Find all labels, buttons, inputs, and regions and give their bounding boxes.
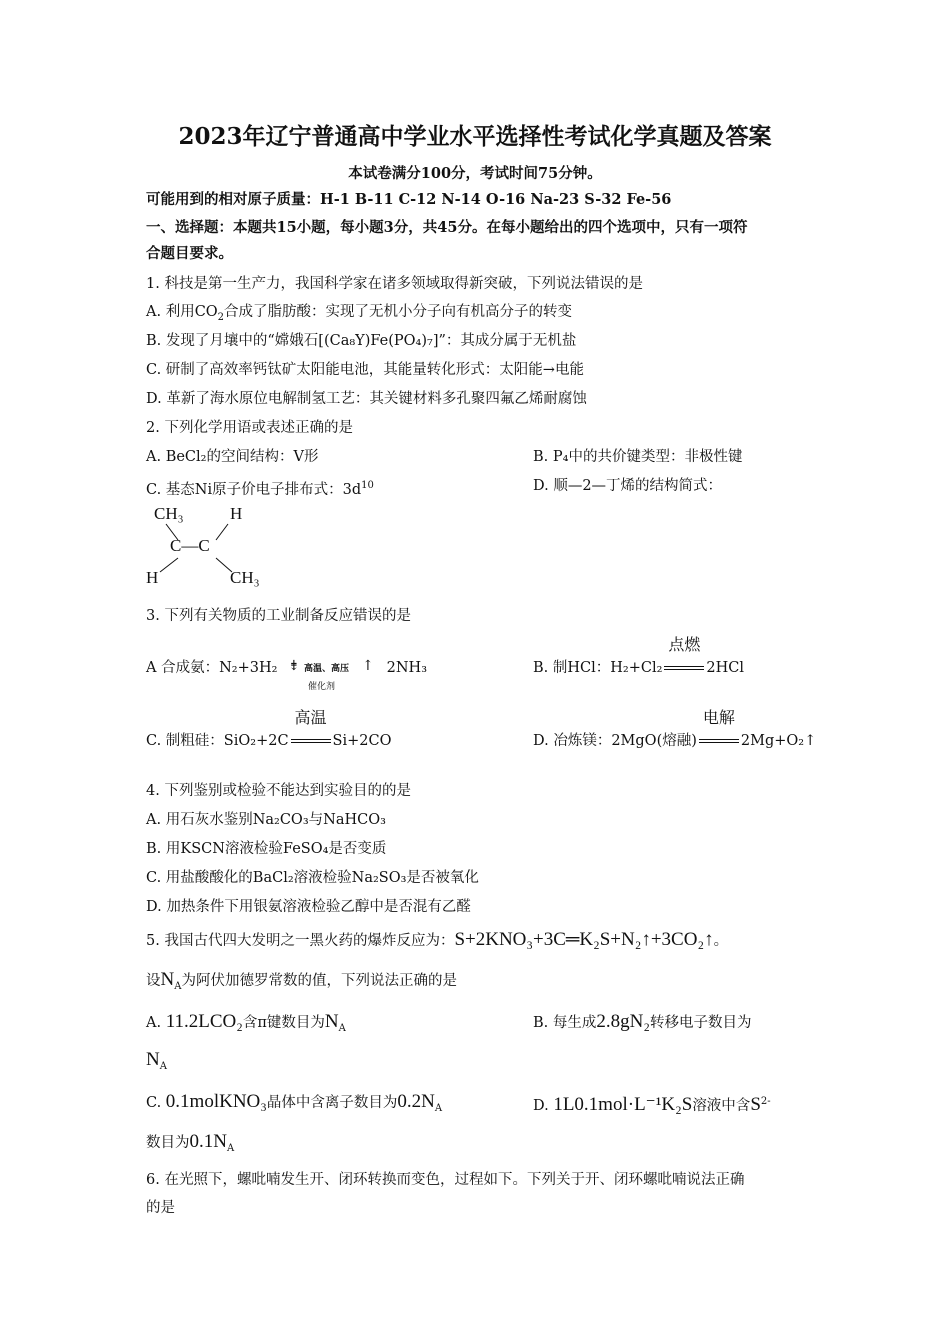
q5-stem-cont: 设$N_A$为阿伏加德罗常数的值，下列说法正确的是 — [146, 969, 457, 992]
q1-option-b: B. 发现了月壤中的“嫦娥石[(Ca₈Y)Fe(PO₄)₇]”：其成分属于无机盐 — [146, 333, 577, 349]
reversible-arrow: ⇟ 高温、高压 催化剂 ↑ — [288, 658, 374, 691]
page-title: 2023年辽宁普通高中学业水平选择性考试化学真题及答案 — [178, 123, 772, 150]
forward-arrow-icon: ↑ — [362, 658, 374, 674]
q6-stem: 6. 在光照下，螺吡喃发生开、闭环转换而变色，过程如下。下列关于开、闭环螺吡喃说法正确 — [146, 1172, 745, 1188]
q4-option-d: D. 加热条件下用银氨溶液检验乙醇中是否混有乙醛 — [146, 899, 471, 915]
q5-stem: 5. 我国古代四大发明之一黑火药的爆炸反应为：S+2KNO₃+3C═K₂S+N₂↑+3CO₂↑。 — [146, 929, 729, 950]
cis-2-butene-structure: CH₃ H C—C H CH₃ — [146, 502, 286, 592]
q5-option-c: C. 0.1molKNO₃晶体中含离子数目为$0.2N_A$ — [146, 1091, 443, 1114]
q3-stem: 3. 下列有关物质的工业制备反应错误的是 — [146, 608, 411, 624]
q4-option-a: A. 用石灰水鉴别Na₂CO₃与NaHCO₃ — [146, 812, 386, 828]
q5-option-b-cont: $N_A$ — [146, 1049, 167, 1072]
q1-option-d: D. 革新了海水原位电解制氢工艺：其关键材料多孔聚四氟乙烯耐腐蚀 — [146, 391, 587, 407]
section-instructions: 一、选择题：本题共15小题，每小题3分，共45分。在每小题给出的四个选项中，只有一项符 — [146, 219, 748, 236]
bond-lines — [146, 502, 286, 592]
q3-option-a: A 合成氨：N₂+3H₂ ⇟ 高温、高压 催化剂 ↑ 2NH₃ — [146, 658, 428, 691]
q5-option-a: A. 11.2LCO₂含π键数目为$N_A$ — [146, 1011, 346, 1034]
q1-stem: 1. 科技是第一生产力，我国科学家在诸多领域取得新突破，下列说法错误的是 — [146, 276, 643, 292]
q6-stem-cont: 的是 — [146, 1200, 175, 1216]
q4-option-b: B. 用KSCN溶液检验FeSO₄是否变质 — [146, 841, 387, 857]
q5-option-d: D. 1L0.1mol·L⁻¹K₂S溶液中含$S^{2-}$ — [533, 1093, 771, 1115]
q3-option-c: C. 制粗硅：SiO₂+2C 高温 Si+2CO — [146, 710, 392, 749]
q1-option-a: A. 利用$CO_2$合成了脂肪酸：实现了无机小分子向有机高分子的转变 — [146, 304, 573, 323]
q3-option-d: D. 冶炼镁：2MgO(熔融) 电解 2Mg+O₂↑ — [533, 710, 817, 749]
atomic-mass-line: 可能用到的相对原子质量：H-1 B-11 C-12 N-14 O-16 Na-23 S-32 Fe-56 — [146, 191, 672, 208]
q2-option-d: D. 顺—2—丁烯的结构简式： — [533, 478, 723, 494]
section-instructions-cont: 合题目要求。 — [146, 245, 233, 262]
q4-stem: 4. 下列鉴别或检验不能达到实验目的的是 — [146, 783, 411, 799]
q5-option-d-cont: 数目为$0.1N_A$ — [146, 1131, 235, 1154]
q2-option-a: A. BeCl₂的空间结构：V形 — [146, 449, 319, 465]
q4-option-c: C. 用盐酸酸化的BaCl₂溶液检验Na₂SO₃是否被氧化 — [146, 870, 479, 886]
gunpowder-equation: S+2KNO₃+3C═K₂S+N₂↑+3CO₂↑ — [454, 929, 714, 950]
q1-option-c: C. 研制了高效率钙钛矿太阳能电池，其能量转化形式：太阳能→电能 — [146, 362, 584, 378]
exam-info: 本试卷满分100分，考试时间75分钟。 — [348, 165, 602, 182]
q5-option-b: B. 每生成2.8gN₂转移电子数目为 — [533, 1011, 752, 1032]
reverse-arrow-icon: ⇟ — [288, 658, 300, 674]
q2-option-b: B. P₄中的共价键类型：非极性键 — [533, 449, 743, 465]
q3-option-b: B. 制HCl：H₂+Cl₂ 点燃 2HCl — [533, 637, 745, 676]
q2-option-c: C. 基态Ni原子价电子排布式：$3d^{10}$ — [146, 480, 374, 498]
q2-stem: 2. 下列化学用语或表述正确的是 — [146, 420, 353, 436]
